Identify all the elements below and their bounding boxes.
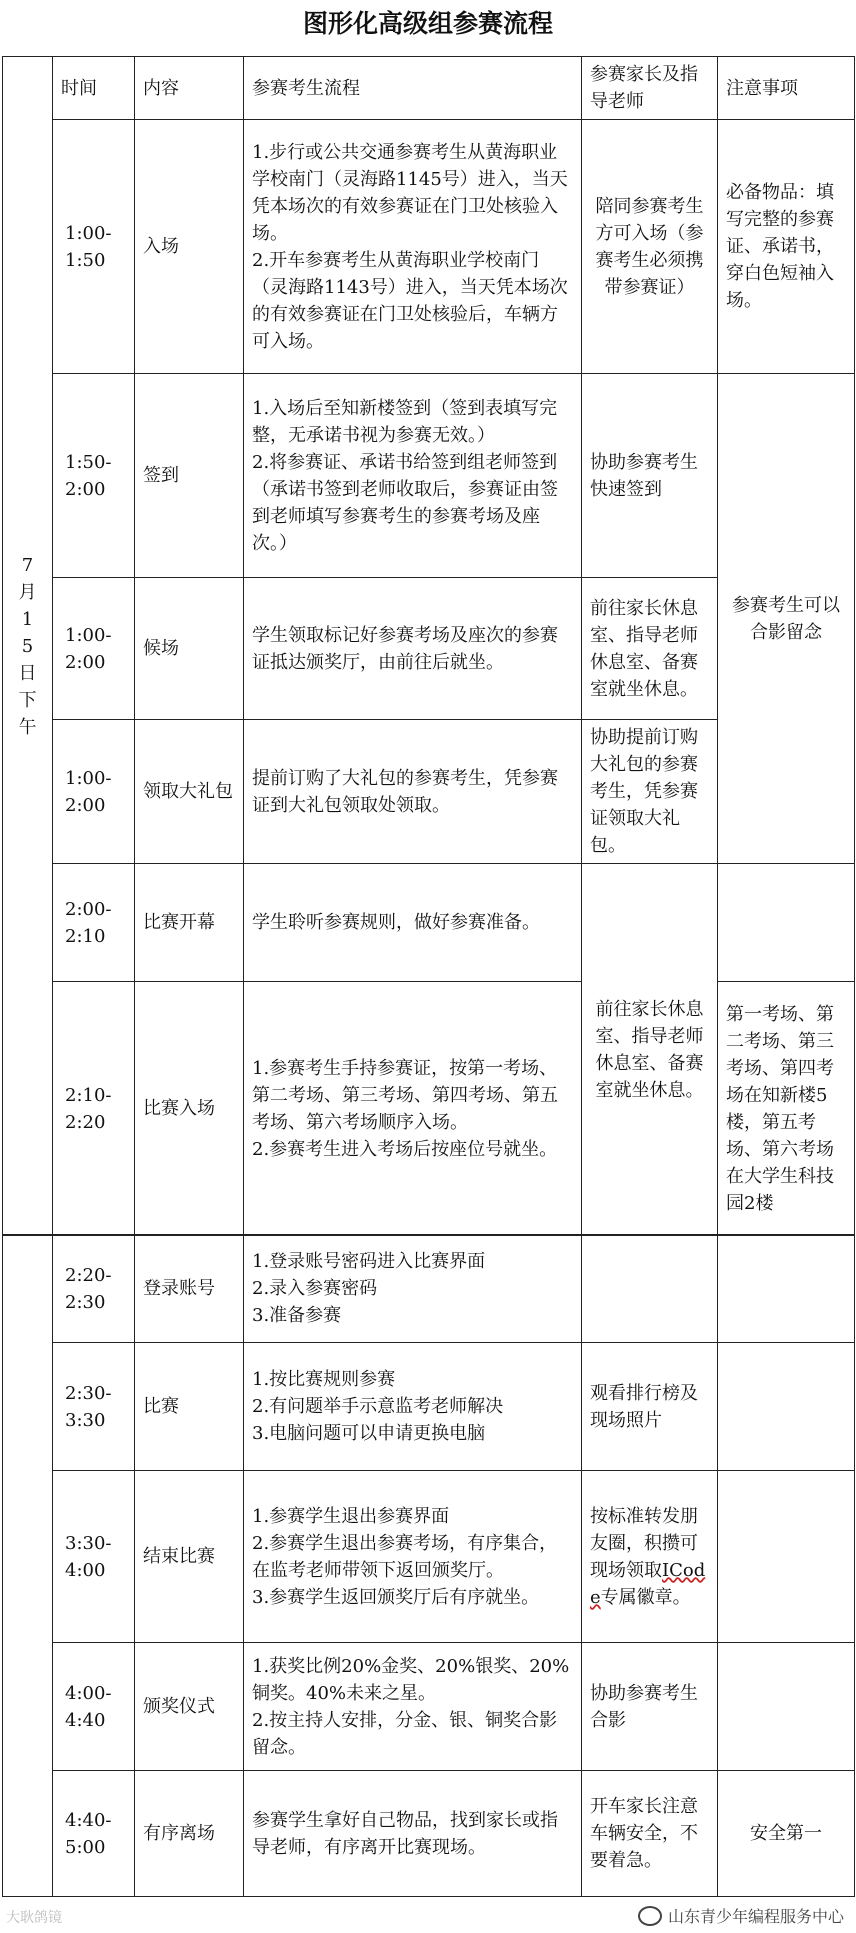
table-row bbox=[3, 982, 855, 1236]
schedule-table-bottom bbox=[2, 1234, 855, 1897]
header-row bbox=[3, 57, 855, 120]
time-cell: 4:40-5:00 bbox=[53, 1771, 135, 1897]
content-cell: 颁奖仪式 bbox=[135, 1643, 244, 1771]
time-cell: 1:00-2:00 bbox=[53, 720, 135, 864]
table-row bbox=[3, 1471, 855, 1643]
flow-cell bbox=[244, 982, 582, 1236]
date-cell-blank bbox=[3, 1235, 53, 1897]
notes-cell: 必备物品：填写完整的参赛证、承诺书，穿白色短袖入场。 bbox=[718, 120, 855, 374]
content-cell: 比赛入场 bbox=[135, 982, 244, 1236]
date-cell: 7月15日下午 bbox=[3, 57, 53, 1236]
table-row bbox=[3, 374, 855, 578]
flow-line: 1.入场后至知新楼签到（签到表填写完整，无承诺书视为参赛无效。） bbox=[252, 397, 558, 446]
parents-cell: 陪同参赛考生方可入场（参赛考生必须携带参赛证） bbox=[582, 120, 718, 374]
header-notes: 注意事项 bbox=[718, 57, 855, 120]
flow-line: 1.登录账号密码进入比赛界面 bbox=[252, 1251, 486, 1272]
flow-line: 2.参赛学生退出参赛考场，有序集合，在监考老师带领下返回颁奖厅。 bbox=[252, 1532, 558, 1581]
flow-line: 2.录入参赛密码 bbox=[252, 1278, 378, 1299]
notes-cell: 第一考场、第二考场、第三考场、第四考场在知新楼5楼，第五考场、第六考场在大学生科技园2楼 bbox=[718, 982, 855, 1236]
table-row bbox=[3, 1771, 855, 1897]
time-cell: 2:20-2:30 bbox=[53, 1235, 135, 1343]
flow-cell bbox=[244, 1343, 582, 1471]
flow-line: 3.参赛学生返回颁奖厅后有序就坐。 bbox=[252, 1586, 540, 1608]
flow-cell: 学生聆听参赛规则，做好参赛准备。 bbox=[244, 864, 582, 982]
flow-line: 2.开车参赛考生从黄海职业学校南门（灵海路1143号）进入，当天凭本场次的有效参赛证在门卫处核验后，车辆方可入场。 bbox=[252, 249, 568, 352]
flow-cell: 提前订购了大礼包的参赛考生，凭参赛证到大礼包领取处领取。 bbox=[244, 720, 582, 864]
parents-text: 专属徽章。 bbox=[600, 1586, 691, 1608]
watermark-right bbox=[638, 1904, 844, 1927]
watermark-left: 大耿鸽镜 bbox=[6, 1910, 62, 1926]
parents-cell: 前往家长休息室、指导老师休息室、备赛室就坐休息。 bbox=[582, 864, 718, 1236]
time-cell: 4:00-4:40 bbox=[53, 1643, 135, 1771]
time-cell: 1:00-1:50 bbox=[53, 120, 135, 374]
flow-line: 1.步行或公共交通参赛考生从黄海职业学校南门（灵海路1145号）进入，当天凭本场次的有效参赛证在门卫处核验入场。 bbox=[252, 141, 568, 244]
flow-cell bbox=[244, 374, 582, 578]
notes-cell bbox=[718, 864, 855, 982]
notes-cell: 安全第一 bbox=[718, 1771, 855, 1897]
flow-cell bbox=[244, 1235, 582, 1343]
time-cell: 1:50-2:00 bbox=[53, 374, 135, 578]
parents-cell bbox=[582, 1235, 718, 1343]
table-row bbox=[3, 1343, 855, 1471]
parents-cell: 协助参赛考生合影 bbox=[582, 1643, 718, 1771]
content-cell: 比赛开幕 bbox=[135, 864, 244, 982]
icode-text: ICode bbox=[590, 1559, 706, 1608]
parents-cell bbox=[582, 1471, 718, 1643]
content-cell: 比赛 bbox=[135, 1343, 244, 1471]
table-row bbox=[3, 1235, 855, 1343]
time-cell: 2:30-3:30 bbox=[53, 1343, 135, 1471]
content-cell: 有序离场 bbox=[135, 1771, 244, 1897]
schedule-table-top bbox=[2, 56, 855, 1236]
content-cell: 结束比赛 bbox=[135, 1471, 244, 1643]
parents-cell: 前往家长休息室、指导老师休息室、备赛室就坐休息。 bbox=[582, 578, 718, 720]
watermark-right-text: 山东青少年编程服务中心 bbox=[667, 1907, 844, 1926]
time-cell: 3:30-4:00 bbox=[53, 1471, 135, 1643]
flow-cell: 参赛学生拿好自己物品，找到家长或指导老师，有序离开比赛现场。 bbox=[244, 1771, 582, 1897]
notes-cell bbox=[718, 1643, 855, 1771]
content-cell: 签到 bbox=[135, 374, 244, 578]
content-cell: 候场 bbox=[135, 578, 244, 720]
flow-line: 2.有问题举手示意监考老师解决 bbox=[252, 1396, 504, 1417]
table-row bbox=[3, 1643, 855, 1771]
content-cell: 入场 bbox=[135, 120, 244, 374]
flow-line: 1.获奖比例20%金奖、20%银奖、20%铜奖。40%未来之星。 bbox=[252, 1655, 570, 1704]
flow-line: 1.参赛学生退出参赛界面 bbox=[252, 1505, 450, 1527]
table-row bbox=[3, 864, 855, 982]
flow-line: 3.电脑问题可以申请更换电脑 bbox=[252, 1423, 486, 1444]
time-cell: 2:10-2:20 bbox=[53, 982, 135, 1236]
time-cell: 1:00-2:00 bbox=[53, 578, 135, 720]
header-flow: 参赛考生流程 bbox=[244, 57, 582, 120]
header-time: 时间 bbox=[53, 57, 135, 120]
flow-cell: 学生领取标记好参赛考场及座次的参赛证抵达颁奖厅，由前往后就坐。 bbox=[244, 578, 582, 720]
notes-cell bbox=[718, 1343, 855, 1471]
header-content: 内容 bbox=[135, 57, 244, 120]
time-cell: 2:00-2:10 bbox=[53, 864, 135, 982]
flow-cell bbox=[244, 1643, 582, 1771]
parents-cell: 观看排行榜及现场照片 bbox=[582, 1343, 718, 1471]
parents-text: 按标准转发朋友圈，积攒可现场领取 bbox=[590, 1505, 698, 1581]
flow-line: 2.将参赛证、承诺书给签到组老师签到（承诺书签到老师收取后，参赛证由签到老师填写参赛考生的参赛考场及座次。） bbox=[252, 451, 558, 554]
table-row bbox=[3, 120, 855, 374]
notes-cell bbox=[718, 1471, 855, 1643]
content-cell: 登录账号 bbox=[135, 1235, 244, 1343]
page-title: 图形化高级组参赛流程 bbox=[302, 9, 553, 38]
flow-line: 1.按比赛规则参赛 bbox=[252, 1369, 396, 1390]
header-parents: 参赛家长及指导老师 bbox=[582, 57, 718, 120]
flow-line: 2.按主持人安排，分金、银、铜奖合影留念。 bbox=[252, 1709, 558, 1758]
notes-cell: 参赛考生可以合影留念 bbox=[718, 374, 855, 864]
parents-cell: 协助提前订购大礼包的参赛考生，凭参赛证领取大礼包。 bbox=[582, 720, 718, 864]
flow-line: 1.参赛考生手持参赛证，按第一考场、第二考场、第三考场、第四考场、第五考场、第六考场顺序入场。 bbox=[252, 1057, 558, 1133]
flow-line: 2.参赛考生进入考场后按座位号就坐。 bbox=[252, 1138, 558, 1160]
flow-cell bbox=[244, 1471, 582, 1643]
parents-cell: 协助参赛考生快速签到 bbox=[582, 374, 718, 578]
content-cell: 领取大礼包 bbox=[135, 720, 244, 864]
parents-cell: 开车家长注意车辆安全，不要着急。 bbox=[582, 1771, 718, 1897]
notes-cell bbox=[718, 1235, 855, 1343]
flow-line: 3.准备参赛 bbox=[252, 1305, 342, 1326]
wechat-icon bbox=[638, 1906, 662, 1926]
flow-cell bbox=[244, 120, 582, 374]
